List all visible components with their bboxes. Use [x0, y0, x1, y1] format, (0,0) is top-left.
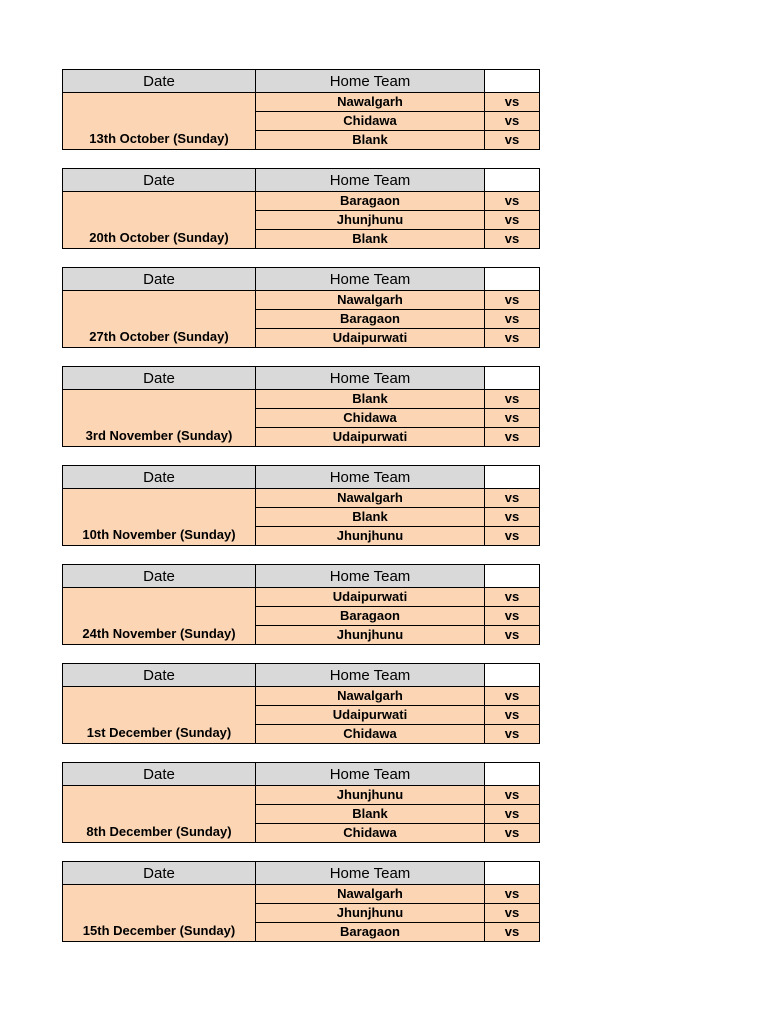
vs-cell: vs — [485, 923, 540, 942]
fixture-table — [62, 366, 540, 447]
table-header-row — [63, 664, 540, 687]
date-column-header: Date — [63, 466, 256, 489]
home-team-cell: Nawalgarh — [256, 885, 485, 904]
table-row — [63, 192, 540, 211]
date-column-header: Date — [63, 664, 256, 687]
home-team-cell: Chidawa — [256, 725, 485, 744]
table-header-row — [63, 763, 540, 786]
home-team-cell: Udaipurwati — [256, 588, 485, 607]
vs-cell: vs — [485, 687, 540, 706]
vs-cell: vs — [485, 112, 540, 131]
vs-cell: vs — [485, 508, 540, 527]
table-row — [63, 885, 540, 904]
blank-column-header — [485, 466, 540, 489]
fixture-table — [62, 465, 540, 546]
vs-cell: vs — [485, 706, 540, 725]
home-team-cell: Udaipurwati — [256, 329, 485, 348]
home-team-column-header: Home Team — [256, 367, 485, 390]
home-team-cell: Jhunjhunu — [256, 904, 485, 923]
match-date-cell: 20th October (Sunday) — [63, 192, 256, 249]
date-column-header: Date — [63, 862, 256, 885]
vs-cell: vs — [485, 588, 540, 607]
vs-cell: vs — [485, 725, 540, 744]
fixture-table — [62, 69, 540, 150]
home-team-column-header: Home Team — [256, 466, 485, 489]
blank-column-header — [485, 763, 540, 786]
vs-cell: vs — [485, 805, 540, 824]
vs-cell: vs — [485, 192, 540, 211]
vs-cell: vs — [485, 390, 540, 409]
home-team-cell: Blank — [256, 390, 485, 409]
match-date-cell: 1st December (Sunday) — [63, 687, 256, 744]
home-team-column-header: Home Team — [256, 664, 485, 687]
home-team-cell: Blank — [256, 805, 485, 824]
date-column-header: Date — [63, 268, 256, 291]
home-team-column-header: Home Team — [256, 268, 485, 291]
table-header-row — [63, 367, 540, 390]
table-row — [63, 588, 540, 607]
blank-column-header — [485, 70, 540, 93]
home-team-cell: Baragaon — [256, 607, 485, 626]
vs-cell: vs — [485, 310, 540, 329]
table-row — [63, 687, 540, 706]
table-header-row — [63, 466, 540, 489]
table-row — [63, 291, 540, 310]
table-row — [63, 489, 540, 508]
home-team-cell: Udaipurwati — [256, 428, 485, 447]
date-column-header: Date — [63, 763, 256, 786]
fixture-table — [62, 168, 540, 249]
home-team-cell: Nawalgarh — [256, 291, 485, 310]
home-team-cell: Blank — [256, 230, 485, 249]
vs-cell: vs — [485, 626, 540, 645]
date-column-header: Date — [63, 169, 256, 192]
vs-cell: vs — [485, 428, 540, 447]
vs-cell: vs — [485, 131, 540, 150]
home-team-cell: Jhunjhunu — [256, 211, 485, 230]
home-team-cell: Nawalgarh — [256, 489, 485, 508]
date-column-header: Date — [63, 70, 256, 93]
home-team-cell: Nawalgarh — [256, 93, 485, 112]
home-team-cell: Jhunjhunu — [256, 626, 485, 645]
blank-column-header — [485, 367, 540, 390]
fixture-table — [62, 267, 540, 348]
vs-cell: vs — [485, 93, 540, 112]
blank-column-header — [485, 664, 540, 687]
home-team-cell: Nawalgarh — [256, 687, 485, 706]
vs-cell: vs — [485, 885, 540, 904]
vs-cell: vs — [485, 211, 540, 230]
match-date-cell: 27th October (Sunday) — [63, 291, 256, 348]
table-row — [63, 390, 540, 409]
date-column-header: Date — [63, 367, 256, 390]
fixture-table — [62, 663, 540, 744]
match-date-cell: 24th November (Sunday) — [63, 588, 256, 645]
home-team-cell: Blank — [256, 508, 485, 527]
vs-cell: vs — [485, 329, 540, 348]
blank-column-header — [485, 862, 540, 885]
date-column-header: Date — [63, 565, 256, 588]
blank-column-header — [485, 565, 540, 588]
vs-cell: vs — [485, 824, 540, 843]
table-row — [63, 93, 540, 112]
vs-cell: vs — [485, 904, 540, 923]
vs-cell: vs — [485, 409, 540, 428]
table-header-row — [63, 70, 540, 93]
table-header-row — [63, 169, 540, 192]
blank-column-header — [485, 169, 540, 192]
home-team-column-header: Home Team — [256, 169, 485, 192]
table-header-row — [63, 268, 540, 291]
home-team-cell: Chidawa — [256, 409, 485, 428]
home-team-column-header: Home Team — [256, 862, 485, 885]
table-header-row — [63, 565, 540, 588]
vs-cell: vs — [485, 489, 540, 508]
fixture-table — [62, 762, 540, 843]
match-date-cell: 15th December (Sunday) — [63, 885, 256, 942]
match-date-cell: 3rd November (Sunday) — [63, 390, 256, 447]
home-team-cell: Blank — [256, 131, 485, 150]
match-date-cell: 8th December (Sunday) — [63, 786, 256, 843]
match-date-cell: 10th November (Sunday) — [63, 489, 256, 546]
fixture-table — [62, 564, 540, 645]
home-team-column-header: Home Team — [256, 565, 485, 588]
vs-cell: vs — [485, 291, 540, 310]
home-team-cell: Jhunjhunu — [256, 527, 485, 546]
home-team-cell: Chidawa — [256, 112, 485, 131]
home-team-column-header: Home Team — [256, 70, 485, 93]
blank-column-header — [485, 268, 540, 291]
home-team-cell: Baragaon — [256, 923, 485, 942]
fixture-sheet — [62, 69, 539, 960]
vs-cell: vs — [485, 527, 540, 546]
home-team-column-header: Home Team — [256, 763, 485, 786]
vs-cell: vs — [485, 786, 540, 805]
table-row — [63, 786, 540, 805]
vs-cell: vs — [485, 230, 540, 249]
home-team-cell: Baragaon — [256, 310, 485, 329]
table-header-row — [63, 862, 540, 885]
home-team-cell: Jhunjhunu — [256, 786, 485, 805]
home-team-cell: Udaipurwati — [256, 706, 485, 725]
home-team-cell: Baragaon — [256, 192, 485, 211]
home-team-cell: Chidawa — [256, 824, 485, 843]
fixture-table — [62, 861, 540, 942]
match-date-cell: 13th October (Sunday) — [63, 93, 256, 150]
vs-cell: vs — [485, 607, 540, 626]
